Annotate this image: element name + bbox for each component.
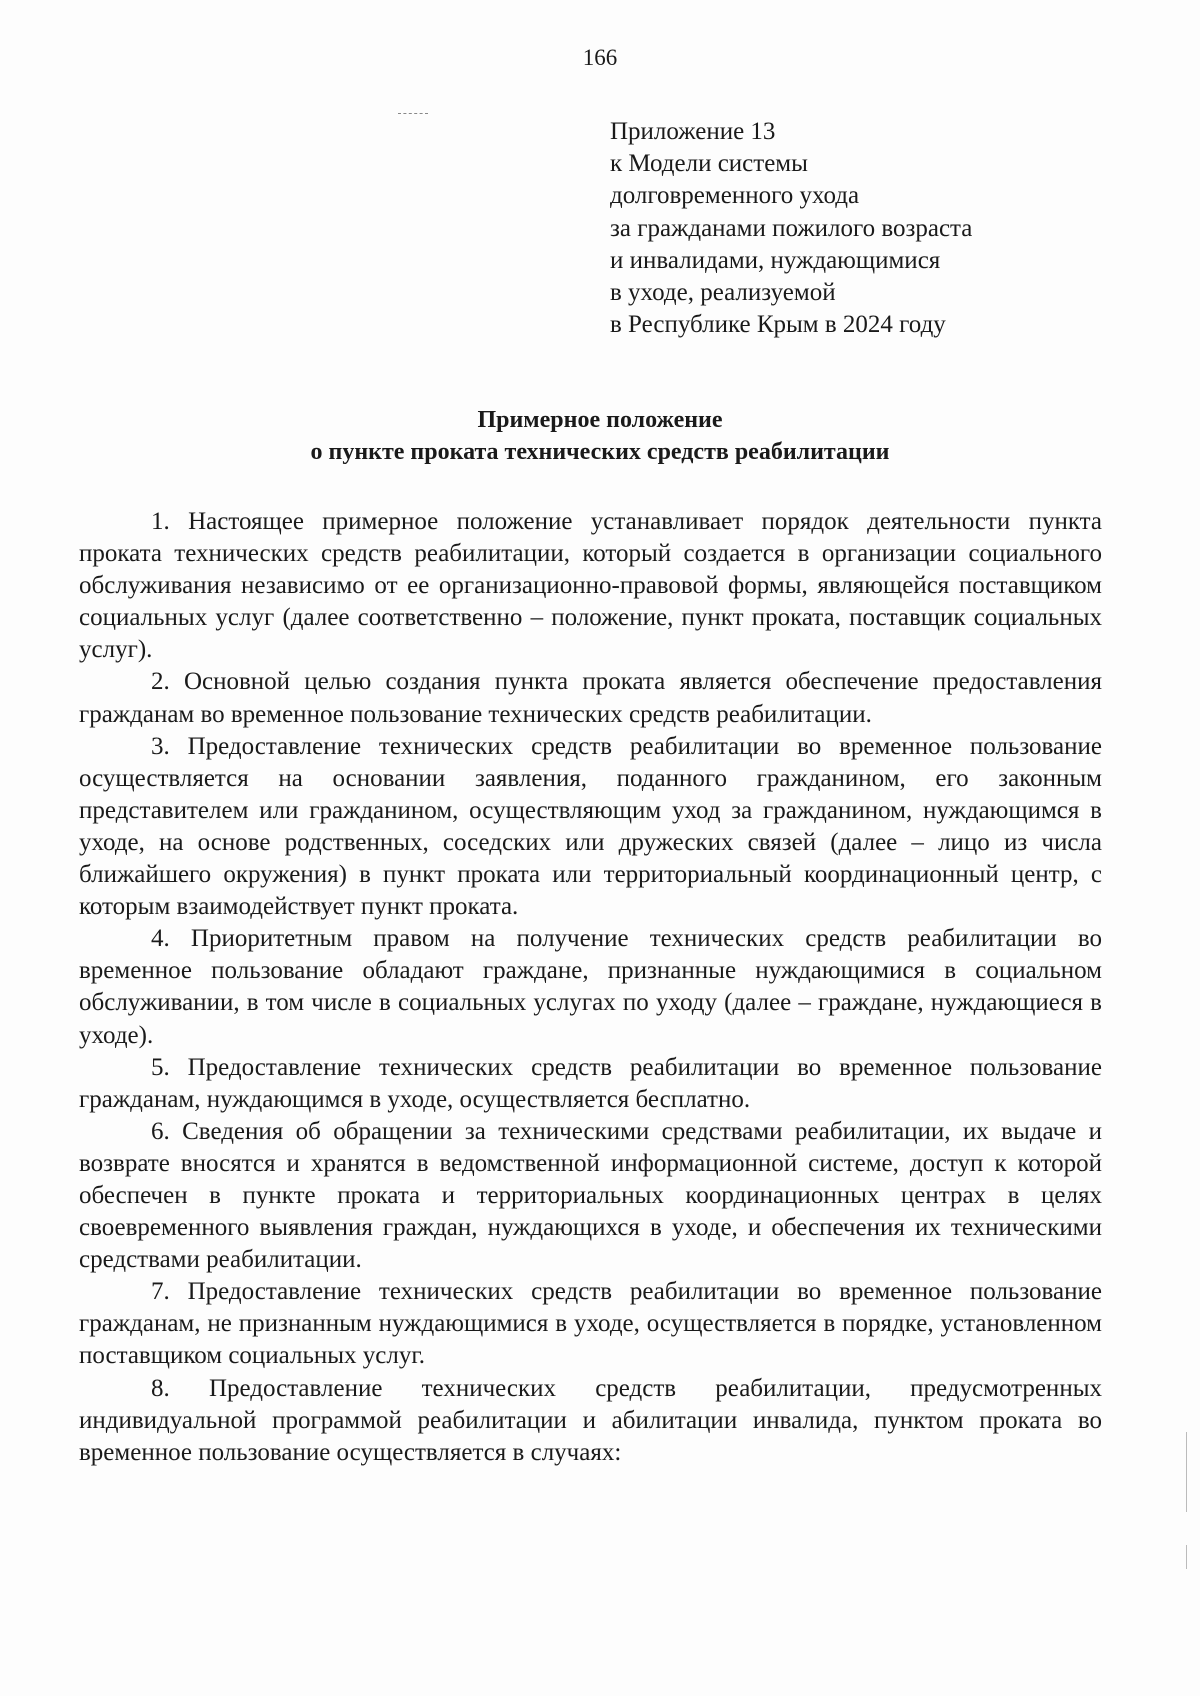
paragraph-3: 3. Предоставление технических средств реабилитации во временное пользование осуществляется на основании заявления, поданного гражданином, его законным представителем или гражданином, осуществляющим уход за гражданином, нуждающимся в уходе, на основе родственных, соседских или дружеских связей (далее – лицо из числа ближайшего окружения) в пункт проката или территориальный координационный центр, с которым взаимодействует пункт проката. xyxy=(79,732,1102,921)
appendix-line: к Модели системы xyxy=(610,150,808,178)
paragraph-2: 2. Основной целью создания пункта проката является обеспечение предоставления гражданам во временное пользование технических средств реабилитации. xyxy=(79,668,1102,728)
paragraph-4: 4. Приоритетным правом на получение технических средств реабилитации во временное пользование обладают граждане, признанные нуждающимися в социальном обслуживании, в том числе в социальных услугах по уходу (далее – граждане, нуждающиеся в уходе). xyxy=(79,925,1102,1049)
appendix-line: Приложение 13 xyxy=(610,118,776,145)
appendix-line: в уходе, реализуемой xyxy=(610,279,836,307)
scan-artifact-mark xyxy=(1186,1432,1187,1512)
paragraph-7: 7. Предоставление технических средств реабилитации во временное пользование гражданам, не признанным нуждающимися в уходе, осуществляется в порядке, установленном поставщиком социальных услуг. xyxy=(79,1278,1102,1370)
paragraph-8: 8. Предоставление технических средств реабилитации, предусмотренных индивидуальной программой реабилитации и абилитации инвалида, пунктом проката во временное пользование осуществляется в случаях: xyxy=(79,1374,1102,1466)
appendix-line: в Республике Крым в 2024 году xyxy=(610,311,946,339)
document-title xyxy=(0,404,1200,468)
appendix-line: за гражданами пожилого возраста xyxy=(610,214,973,242)
title-line-2: о пункте проката технических средств реабилитации xyxy=(310,439,890,465)
title-line-1: Примерное положение xyxy=(477,407,723,433)
scan-artifact-dash xyxy=(398,113,428,114)
appendix-line: долговременного ухода xyxy=(610,182,860,210)
paragraph-1: 1. Настоящее примерное положение устанавливает порядок деятельности пункта проката технических средств реабилитации, который создается в организации социального обслуживания независимо от ее организационно-правовой формы, являющейся поставщиком социальных услуг (далее соответственно – положение, пункт проката, поставщик социальных услуг). xyxy=(79,508,1102,664)
paragraph-6: 6. Сведения об обращении за техническими средствами реабилитации, их выдаче и возврате вносятся и хранятся в ведомственной информационной системе, доступ к которой обеспечен в пункте проката и территориальных координационных центрах в целях своевременного выявления граждан, нуждающихся в уходе, и обеспечения их техническими средствами реабилитации. xyxy=(79,1117,1102,1274)
appendix-block xyxy=(610,116,972,341)
document-body xyxy=(79,506,1102,1469)
page-number: 166 xyxy=(582,45,618,70)
scan-artifact-mark xyxy=(1186,1545,1187,1569)
appendix-line: и инвалидами, нуждающимися xyxy=(610,246,941,274)
paragraph-5: 5. Предоставление технических средств реабилитации во временное пользование гражданам, нуждающимся в уходе, осуществляется бесплатно. xyxy=(79,1053,1102,1113)
